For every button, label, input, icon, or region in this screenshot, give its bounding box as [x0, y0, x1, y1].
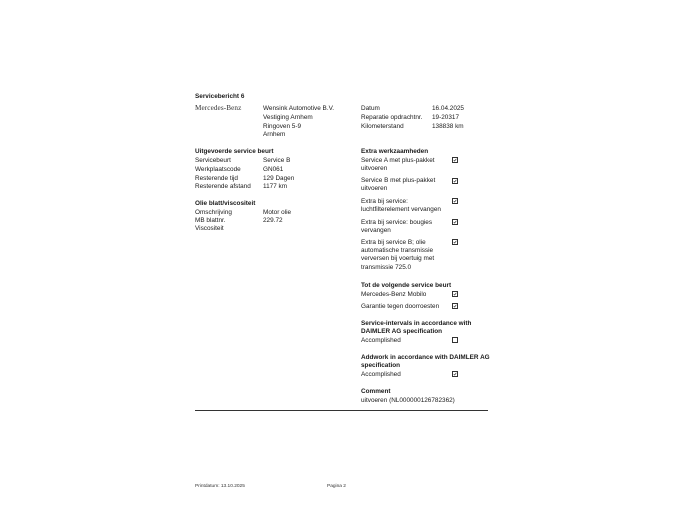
extra-item-checkbox[interactable]: [452, 157, 458, 163]
extra-item-label: Extra bij service B; olie: [361, 239, 426, 246]
next-item-label: Garantie tegen doorroesten: [361, 303, 440, 310]
checkmark-icon: [453, 292, 457, 296]
checkmark-icon: [453, 372, 457, 376]
extra-item-label: verversen bij voertuig met: [361, 255, 435, 262]
service-label: Servicebeurt: [195, 157, 231, 164]
info-label-order: Reparatie opdrachtnr.: [361, 114, 423, 121]
extra-item-checkbox[interactable]: [452, 178, 458, 184]
next-section-title: Tot de volgende service beurt: [361, 282, 452, 289]
page-number: Pagina 2: [327, 484, 346, 489]
intervals-title: Service-intervals in accordance with: [361, 320, 472, 327]
service-label: Resterende afstand: [195, 183, 251, 190]
oil-section-title: Olie blatt/viscositeit: [195, 200, 256, 207]
extra-item-label: Extra bij service:: [361, 198, 408, 205]
oil-label: Viscositeit: [195, 225, 224, 232]
oil-label: Omschrijving: [195, 209, 232, 216]
next-item-checkbox[interactable]: [452, 291, 458, 297]
info-label-date: Datum: [361, 105, 380, 112]
extra-item-checkbox[interactable]: [452, 239, 458, 245]
dealer-line: Wensink Automotive B.V.: [263, 105, 335, 112]
extra-item-label: Service B met plus-pakket: [361, 177, 436, 184]
checkmark-icon: [453, 220, 457, 224]
intervals-label: Accomplished: [361, 337, 401, 344]
next-item-checkbox[interactable]: [452, 303, 458, 309]
checkmark-icon: [453, 304, 457, 308]
extra-item-label: uitvoeren: [361, 185, 388, 192]
intervals-checkbox[interactable]: [452, 337, 458, 343]
service-section-title: Uitgevoerde service beurt: [195, 148, 274, 155]
extra-item-label: vervangen: [361, 227, 391, 234]
extra-item-label: automatische transmissie: [361, 247, 434, 254]
info-label-mileage: Kilometerstand: [361, 123, 404, 130]
dealer-line: Vestiging Arnhem: [263, 114, 313, 121]
addwork-checkbox[interactable]: [452, 371, 458, 377]
divider: [195, 410, 488, 411]
comment-title: Comment: [361, 388, 391, 395]
report-title: Servicebericht 6: [195, 93, 245, 100]
extra-item-label: luchtfilterelement vervangen: [361, 206, 441, 213]
dealer-line: Arnhem: [263, 131, 286, 138]
service-value: 1177 km: [263, 183, 288, 190]
service-value: Service B: [263, 157, 291, 164]
service-label: Werkplaatscode: [195, 166, 241, 173]
extra-item-label: Service A met plus-pakket: [361, 157, 435, 164]
addwork-label: Accomplished: [361, 371, 401, 378]
oil-label: MB blattnr.: [195, 217, 226, 224]
comment-text: uitvoeren (NL000000126782362): [361, 397, 455, 404]
info-value-date: 16.04.2025: [432, 105, 464, 112]
checkmark-icon: [453, 199, 457, 203]
next-item-label: Mercedes-Benz Mobilo: [361, 291, 427, 298]
dealer-line: Ringoven 5-9: [263, 123, 302, 130]
extra-section-title: Extra werkzaamheden: [361, 148, 429, 155]
extra-item-checkbox[interactable]: [452, 219, 458, 225]
addwork-title: Addwork in accordance with DAIMLER AG: [361, 354, 490, 361]
oil-value: Motor olie: [263, 209, 292, 216]
service-label: Resterende tijd: [195, 175, 238, 182]
checkmark-icon: [453, 240, 457, 244]
extra-item-label: Extra bij service: bougies: [361, 219, 433, 226]
service-value: 129 Dagen: [263, 175, 295, 182]
info-value-order: 19-20317: [432, 114, 460, 121]
info-value-mileage: 138838 km: [432, 123, 464, 130]
service-value: GN061: [263, 166, 284, 173]
checkmark-icon: [453, 179, 457, 183]
addwork-title: specification: [361, 362, 401, 369]
extra-item-label: uitvoeren: [361, 165, 388, 172]
intervals-title: DAIMLER AG specification: [361, 328, 443, 335]
print-date: Printdatum: 13.10.2025: [195, 484, 245, 489]
extra-item-label: transmissie 725.0: [361, 264, 412, 271]
extra-item-checkbox[interactable]: [452, 198, 458, 204]
oil-value: 229.72: [263, 217, 283, 224]
checkmark-icon: [453, 158, 457, 162]
brand-logo: Mercedes-Benz: [195, 104, 242, 112]
